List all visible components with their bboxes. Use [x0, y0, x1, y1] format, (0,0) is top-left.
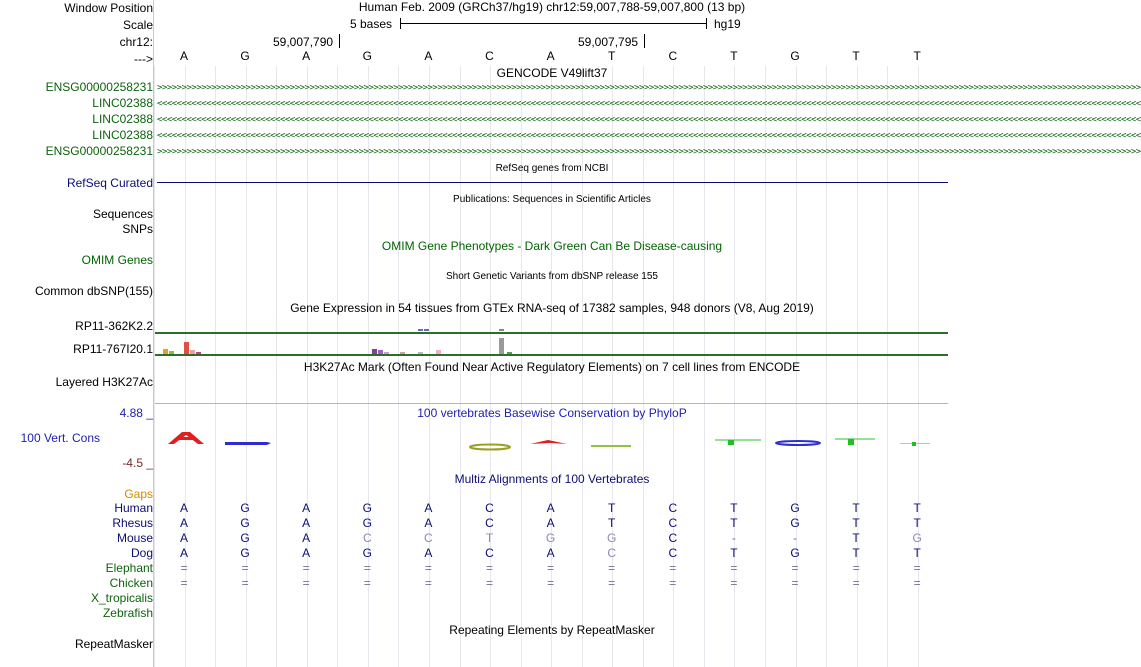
- alignment-base: =: [485, 576, 494, 590]
- alignment-base: A: [302, 516, 311, 530]
- alignment-base: T: [913, 501, 921, 515]
- alignment-base: =: [791, 561, 799, 575]
- alignment-base: A: [424, 546, 433, 560]
- alignment-base: G: [545, 531, 556, 545]
- base-letter: G: [790, 49, 800, 63]
- alignment-base: =: [363, 561, 371, 575]
- alignment-base: A: [546, 546, 555, 560]
- h3k27ac-title: H3K27Ac Mark (Often Found Near Active Regulatory Elements) on 7 cell lines from ENCODE: [303, 360, 801, 374]
- gtex-bar: [499, 329, 504, 331]
- gencode-track-line[interactable]: <<<<<<<<<<<<<<<<<<<<<<<<<<<<<<<<<<<<<<<<<<<<<<<<<<<<<<<<<<<<<<<<<<<<<<<<<<<<<<<<<<<<<<<<<<<<<<<<<<<<<<<<<<<<<<<<<<<<<<<<<<<<<<<<<<<<<<<<<<<<<<<<<<<<<<<<<<<<<<<<<<<<<<<<<<<<<<<<<<<<<<<<<<<<<<<<<<<<<<<<: [157, 131, 1141, 141]
- phylop-glyph: [225, 442, 271, 445]
- phylop-plot[interactable]: [155, 420, 948, 460]
- alignment-base: T: [852, 546, 860, 560]
- snps-label[interactable]: SNPs: [122, 222, 153, 236]
- alignment-base: =: [852, 576, 860, 590]
- phylop-min: -4.5 _: [122, 456, 153, 470]
- base-letter: G: [240, 49, 250, 63]
- species-label[interactable]: X_tropicalis: [90, 591, 153, 605]
- alignment-base: =: [547, 561, 555, 575]
- alignment-base: =: [669, 576, 677, 590]
- gaps-label[interactable]: Gaps: [124, 487, 153, 501]
- alignment-base: C: [668, 531, 678, 545]
- multiz-title: Multiz Alignments of 100 Vertebrates: [454, 472, 650, 486]
- alignment-base: C: [668, 501, 678, 515]
- publications-title: Publications: Sequences in Scientific Articles: [453, 194, 651, 205]
- base-letter: G: [362, 49, 372, 63]
- base-letter: T: [608, 49, 616, 63]
- gtex-bar: [169, 351, 174, 354]
- alignment-base: G: [790, 516, 800, 530]
- gtex-row-divider: [155, 354, 948, 356]
- gtex-bar: [418, 329, 423, 331]
- alignment-base: T: [730, 501, 738, 515]
- gencode-track-label[interactable]: LINC02388: [92, 128, 153, 142]
- phylop-glyph: [470, 445, 510, 450]
- gtex-bar: [384, 352, 389, 354]
- alignment-base: A: [179, 531, 189, 545]
- gtex-bar: [163, 349, 168, 354]
- gencode-title: GENCODE V49lift37: [496, 66, 608, 80]
- alignment-base: =: [608, 561, 616, 575]
- alignment-base: G: [362, 546, 372, 560]
- alignment-base: -: [731, 531, 736, 545]
- sequences-label[interactable]: Sequences: [92, 207, 153, 221]
- alignment-base: =: [730, 576, 738, 590]
- gtex-bar: [190, 350, 195, 354]
- alignment-base: C: [607, 546, 617, 560]
- strand-label: --->: [134, 52, 153, 66]
- base-letter: T: [913, 49, 921, 63]
- coord-left: 59,007,790: [273, 35, 334, 49]
- alignment-base: G: [790, 501, 800, 515]
- scale-bar: [350, 17, 750, 31]
- coord-right-tick: [644, 34, 645, 48]
- h3k27ac-baseline: [155, 403, 948, 404]
- alignment-base: A: [546, 516, 555, 530]
- alignment-base: =: [913, 576, 921, 590]
- gtex-row-label[interactable]: RP11-362K2.2: [75, 319, 153, 333]
- gtex-title: Gene Expression in 54 tissues from GTEx RNA-seq of 17382 samples, 948 donors (V8, Aug 2019): [290, 301, 814, 315]
- phylop-glyph: [776, 441, 820, 445]
- gencode-track-label[interactable]: LINC02388: [92, 96, 153, 110]
- alignment-base: A: [302, 546, 311, 560]
- species-label[interactable]: Zebrafish: [102, 606, 153, 620]
- alignment-base: T: [913, 546, 921, 560]
- gtex-bar: [400, 352, 405, 354]
- base-letter: A: [179, 49, 189, 63]
- gtex-bar: [499, 338, 504, 354]
- window-position-label: Window Position: [64, 1, 153, 15]
- gencode-track-label[interactable]: ENSG00000258231: [45, 144, 153, 158]
- alignment-base: A: [179, 546, 189, 560]
- alignment-base: =: [424, 576, 432, 590]
- alignment-base: C: [485, 516, 494, 530]
- alignment-base: =: [363, 576, 371, 590]
- gtex-bar: [436, 350, 441, 354]
- scale-label: Scale: [122, 18, 153, 32]
- alignment-base: T: [730, 516, 738, 530]
- phylop-glyph: [912, 442, 916, 446]
- species-label[interactable]: Chicken: [109, 576, 153, 590]
- grid-line: [154, 66, 155, 667]
- alignment-base: =: [913, 561, 921, 575]
- alignment-base: T: [608, 516, 616, 530]
- phylop-label[interactable]: 100 Vert. Cons: [20, 431, 100, 445]
- coord-left-tick: [339, 34, 340, 48]
- alignment-base: A: [302, 531, 311, 545]
- phylop-max: 4.88 _: [119, 406, 153, 420]
- phylop-glyph-a: [168, 432, 204, 444]
- dbsnp-title: Short Genetic Variants from dbSNP release 155: [446, 271, 658, 282]
- phylop-glyph: [530, 440, 567, 444]
- window-position-value: Human Feb. 2009 (GRCh37/hg19) chr12:59,007,788-59,007,800 (13 bp): [358, 0, 746, 14]
- alignment-base: A: [179, 516, 189, 530]
- repeatmasker-label[interactable]: RepeatMasker: [74, 637, 153, 651]
- refseq-title: RefSeq genes from NCBI: [495, 163, 609, 174]
- species-label[interactable]: Dog: [130, 546, 153, 560]
- gtex-row-label[interactable]: RP11-767I20.1: [73, 342, 153, 356]
- alignment-base: T: [852, 531, 860, 545]
- gencode-track-line[interactable]: <<<<<<<<<<<<<<<<<<<<<<<<<<<<<<<<<<<<<<<<<<<<<<<<<<<<<<<<<<<<<<<<<<<<<<<<<<<<<<<<<<<<<<<<<<<<<<<<<<<<<<<<<<<<<<<<<<<<<<<<<<<<<<<<<<<<<<<<<<<<<<<<<<<<<<<<<<<<<<<<<<<<<<<<<<<<<<<<<<<<<<<<<<<<<<<<<<<<<<<<: [157, 99, 1141, 109]
- base-letter: T: [852, 49, 860, 63]
- gencode-track-label[interactable]: LINC02388: [92, 112, 153, 126]
- gencode-track-line[interactable]: >>>>>>>>>>>>>>>>>>>>>>>>>>>>>>>>>>>>>>>>>>>>>>>>>>>>>>>>>>>>>>>>>>>>>>>>>>>>>>>>>>>>>>>>>>>>>>>>>>>>>>>>>>>>>>>>>>>>>>>>>>>>>>>>>>>>>>>>>>>>>>>>>>>>>>>>>>>>>>>>>>>>>>>>>>>>>>>>>>>>>>>>>>>>>>>>>>>>>>>>: [157, 83, 1141, 93]
- omim-label[interactable]: OMIM Genes: [81, 253, 153, 267]
- gtex-bar: [424, 329, 429, 331]
- alignment-base: =: [241, 576, 249, 590]
- phylop-glyph: [715, 439, 761, 441]
- gencode-track-line[interactable]: <<<<<<<<<<<<<<<<<<<<<<<<<<<<<<<<<<<<<<<<<<<<<<<<<<<<<<<<<<<<<<<<<<<<<<<<<<<<<<<<<<<<<<<<<<<<<<<<<<<<<<<<<<<<<<<<<<<<<<<<<<<<<<<<<<<<<<<<<<<<<<<<<<<<<<<<<<<<<<<<<<<<<<<<<<<<<<<<<<<<<<<<<<<<<<<<<<<<<<<<: [157, 115, 1141, 125]
- species-label[interactable]: Rhesus: [112, 516, 153, 530]
- alignment-base: G: [240, 501, 250, 515]
- phylop-glyph: [728, 440, 734, 445]
- phylop-glyph: [848, 439, 854, 445]
- alignment-base: =: [547, 576, 555, 590]
- chrom-label: chr12:: [119, 35, 153, 49]
- repeatmasker-title: Repeating Elements by RepeatMasker: [449, 623, 655, 637]
- phylop-glyph: [591, 445, 631, 447]
- alignment-base: T: [913, 516, 921, 530]
- refseq-label[interactable]: RefSeq Curated: [66, 176, 153, 190]
- alignment-base: G: [240, 531, 250, 545]
- alignment-base: =: [669, 561, 677, 575]
- alignment-base: A: [424, 516, 433, 530]
- base-letter: C: [485, 49, 494, 63]
- alignment-base: C: [485, 546, 494, 560]
- alignment-base: =: [485, 561, 494, 575]
- alignment-base: =: [180, 576, 188, 590]
- alignment-base: C: [668, 546, 678, 560]
- species-label[interactable]: Mouse: [116, 531, 153, 545]
- alignment-base: =: [241, 561, 249, 575]
- alignment-base: =: [302, 576, 310, 590]
- species-label[interactable]: Human: [114, 501, 153, 515]
- alignment-base: -: [793, 531, 797, 545]
- base-letter: C: [668, 49, 678, 63]
- base-letter: A: [424, 49, 433, 63]
- gtex-bar: [418, 352, 423, 354]
- h3k27ac-label[interactable]: Layered H3K27Ac: [55, 375, 153, 389]
- alignment-base: A: [424, 501, 433, 515]
- gtex-row-divider: [155, 332, 948, 334]
- base-letter: A: [302, 49, 311, 63]
- phylop-title: 100 vertebrates Basewise Conservation by PhyloP: [417, 406, 687, 420]
- base-letter: A: [546, 49, 555, 63]
- dbsnp-label[interactable]: Common dbSNP(155): [34, 284, 153, 298]
- gencode-track-line[interactable]: >>>>>>>>>>>>>>>>>>>>>>>>>>>>>>>>>>>>>>>>>>>>>>>>>>>>>>>>>>>>>>>>>>>>>>>>>>>>>>>>>>>>>>>>>>>>>>>>>>>>>>>>>>>>>>>>>>>>>>>>>>>>>>>>>>>>>>>>>>>>>>>>>>>>>>>>>>>>>>>>>>>>>>>>>>>>>>>>>>>>>>>>>>>>>>>>>>>>>>>>: [157, 147, 1141, 157]
- alignment-base: =: [302, 561, 310, 575]
- omim-title: OMIM Gene Phenotypes - Dark Green Can Be Disease-causing: [381, 239, 723, 253]
- scale-text: 5 bases: [350, 17, 393, 31]
- alignment-base: =: [730, 561, 738, 575]
- alignment-base: A: [179, 501, 189, 515]
- alignment-base: G: [362, 501, 372, 515]
- gtex-bar: [507, 352, 512, 354]
- phylop-glyph: [835, 438, 875, 440]
- alignment-base: G: [790, 546, 800, 560]
- gtex-bar: [378, 350, 383, 354]
- alignment-base: G: [240, 516, 250, 530]
- alignment-base: C: [668, 516, 678, 530]
- alignment-base: C: [424, 531, 433, 545]
- alignment-base: G: [240, 546, 250, 560]
- alignment-base: =: [791, 576, 799, 590]
- alignment-base: G: [607, 531, 617, 545]
- coord-right: 59,007,795: [578, 35, 639, 49]
- alignment-base: G: [912, 531, 922, 545]
- alignment-base: C: [485, 501, 494, 515]
- gtex-bar: [372, 349, 377, 354]
- alignment-base: C: [362, 531, 372, 545]
- alignment-base: T: [608, 501, 616, 515]
- alignment-base: =: [852, 561, 860, 575]
- alignment-base: =: [180, 561, 188, 575]
- base-letter: T: [730, 49, 738, 63]
- alignment-base: T: [485, 531, 494, 545]
- alignment-base: =: [424, 561, 432, 575]
- alignment-base: A: [302, 501, 311, 515]
- alignment-base: G: [362, 516, 372, 530]
- alignment-base: =: [608, 576, 616, 590]
- gencode-track-label[interactable]: ENSG00000258231: [45, 80, 153, 94]
- label-separator: [153, 0, 154, 667]
- species-label[interactable]: Elephant: [105, 561, 153, 575]
- gtex-bar: [184, 342, 189, 354]
- alignment-base: T: [852, 501, 860, 515]
- alignment-base: T: [852, 516, 860, 530]
- alignment-base: T: [730, 546, 738, 560]
- alignment-base: A: [546, 501, 555, 515]
- gtex-bar: [196, 352, 201, 354]
- assembly-label: hg19: [714, 17, 741, 31]
- refseq-line[interactable]: [157, 182, 948, 183]
